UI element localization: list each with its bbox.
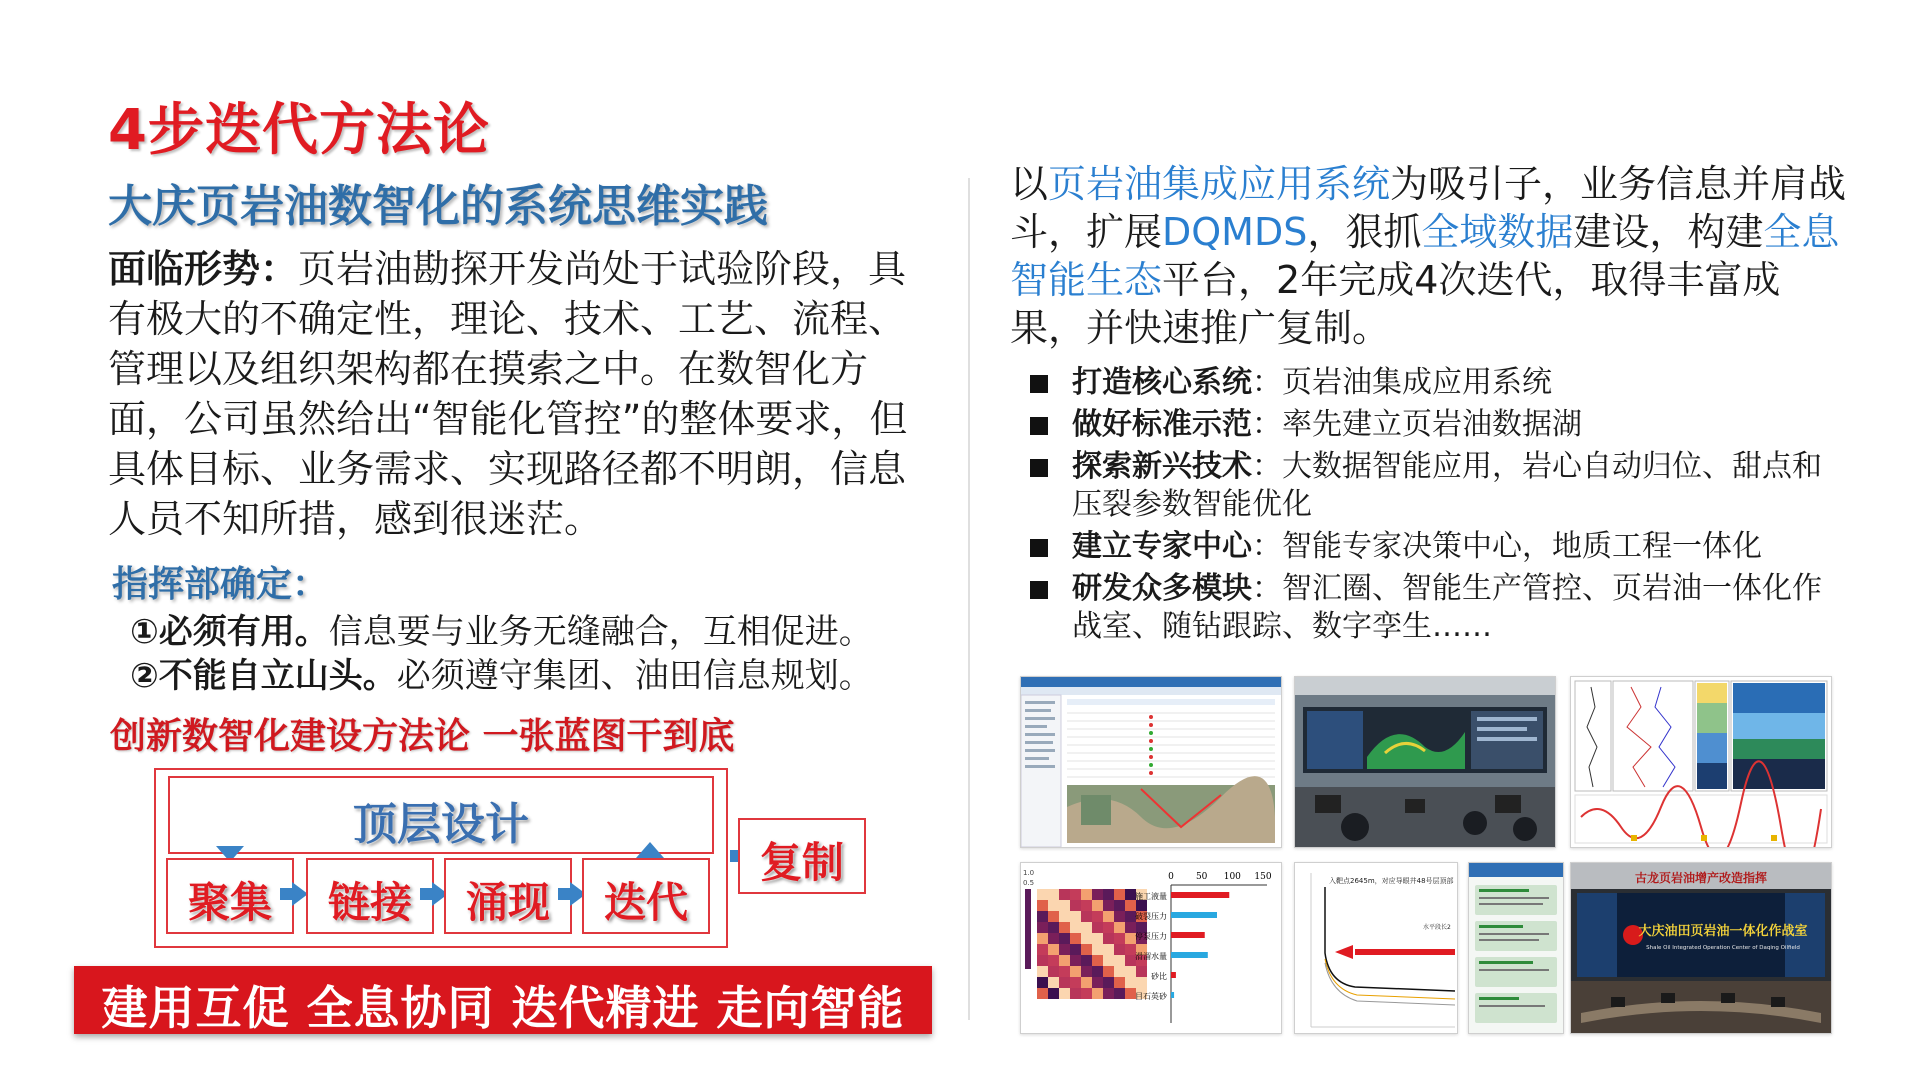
square-bullet-icon bbox=[1030, 459, 1048, 477]
square-bullet-icon bbox=[1030, 375, 1048, 393]
thumbnail-control-room-photo bbox=[1294, 676, 1556, 848]
thumbnail-operation-room bbox=[1570, 862, 1832, 1034]
diagram-step-emerge bbox=[444, 858, 572, 934]
intro-highlight: 全息智能生态 bbox=[1010, 210, 1840, 302]
heatmap-cell bbox=[1059, 922, 1070, 933]
drilling-trajectory-image bbox=[1295, 863, 1457, 1033]
heatmap-cell bbox=[1059, 977, 1070, 988]
heatmap-cell bbox=[1114, 922, 1125, 933]
heatmap-cell bbox=[1103, 933, 1114, 944]
heatmap-cell bbox=[1048, 922, 1059, 933]
list-item-bold: 做好标准示范 bbox=[1072, 407, 1252, 442]
heatmap-cell bbox=[1070, 944, 1081, 955]
command-heading: 指挥部确定： bbox=[112, 564, 329, 605]
bar-category-label: 破裂压力 bbox=[1135, 912, 1167, 921]
intro-highlight: DQMDS bbox=[1162, 210, 1308, 254]
bar-tick-label: 100 bbox=[1223, 872, 1241, 882]
heatmap-cell bbox=[1059, 933, 1070, 944]
bar-category-label: 目石英砂 bbox=[1135, 992, 1167, 1001]
command-item bbox=[130, 604, 873, 653]
drill-note: 入靶点2645m，对应导眼井48号层顶部 bbox=[1329, 877, 1454, 885]
heatmap-cell bbox=[1114, 933, 1125, 944]
list-item-text: ：率先建立页岩油数据湖 bbox=[1252, 407, 1582, 442]
step-label: 链接 bbox=[327, 878, 412, 927]
heatmap-cell bbox=[1114, 955, 1125, 966]
heatmap-cell bbox=[1125, 900, 1136, 911]
heatmap-cell bbox=[1059, 966, 1070, 977]
software-screenshot-image bbox=[1021, 677, 1281, 847]
heatmap-cell bbox=[1092, 955, 1103, 966]
heatmap-cell bbox=[1081, 966, 1092, 977]
diagram-top-design bbox=[168, 776, 714, 854]
heatmap-cell bbox=[1048, 944, 1059, 955]
slogan-text: 建用互促 全息协同 迭代精进 走向智能 bbox=[101, 981, 905, 1035]
square-bullet-icon bbox=[1030, 581, 1048, 599]
intro-text: 平台，2年完成4次迭代，取得丰富成果，并快速推广复制。 bbox=[1010, 258, 1781, 350]
list-item-text: ：智汇圈、智能生产管控、页岩油一体化作战室、随钻跟踪、数字孪生…… bbox=[1072, 571, 1822, 644]
mobile-app-image bbox=[1469, 863, 1563, 1033]
square-bullet-icon bbox=[1030, 539, 1048, 557]
heatmap-cell bbox=[1092, 922, 1103, 933]
heatmap-cell bbox=[1070, 955, 1081, 966]
heatmap-cell bbox=[1070, 911, 1081, 922]
heatmap-cell bbox=[1048, 966, 1059, 977]
bar-mark bbox=[1171, 932, 1205, 938]
square-bullet-icon bbox=[1030, 417, 1048, 435]
heatmap-cell bbox=[1070, 889, 1081, 900]
command-number: ① bbox=[130, 612, 159, 652]
heatmap-cell bbox=[1037, 933, 1048, 944]
colorbar-label: 1.0 bbox=[1023, 869, 1035, 877]
heatmap-cell bbox=[1114, 966, 1125, 977]
bar-mark bbox=[1171, 912, 1217, 918]
heatmap-cell bbox=[1070, 988, 1081, 999]
diagram-step-gather bbox=[166, 858, 294, 934]
heatmap-cell bbox=[1125, 977, 1136, 988]
heatmap-cell bbox=[1103, 922, 1114, 933]
heatmap-cell bbox=[1059, 988, 1070, 999]
bar-category-label: 滑溜水量 bbox=[1135, 952, 1167, 961]
heatmap-cell bbox=[1048, 900, 1059, 911]
heatmap-cell bbox=[1070, 977, 1081, 988]
heatmap-cell bbox=[1037, 944, 1048, 955]
heatmap-cell bbox=[1059, 911, 1070, 922]
page-title: 4步迭代方法论 bbox=[108, 98, 490, 163]
heatmap-cell bbox=[1037, 922, 1048, 933]
thumbnail-software-screenshot bbox=[1020, 676, 1282, 848]
heatmap-cell bbox=[1114, 900, 1125, 911]
bar-category-label: 砂比 bbox=[1151, 972, 1167, 981]
intro-highlight: 页岩油集成应用系统 bbox=[1048, 162, 1391, 206]
heatmap-cell bbox=[1114, 911, 1125, 922]
room-banner-title: 大庆油田页岩油一体化作战室 bbox=[1638, 924, 1808, 939]
heatmap-cell bbox=[1081, 922, 1092, 933]
list-item-bold: 建立专家中心 bbox=[1072, 529, 1252, 564]
heatmap-cell bbox=[1092, 933, 1103, 944]
heatmap-cell bbox=[1059, 900, 1070, 911]
heatmap-cell bbox=[1048, 933, 1059, 944]
heatmap-cell bbox=[1048, 977, 1059, 988]
heatmap-cell bbox=[1059, 955, 1070, 966]
command-number: ② bbox=[130, 656, 159, 696]
heatmap-cell bbox=[1037, 988, 1048, 999]
heatmap-cell bbox=[1037, 955, 1048, 966]
control-room-image bbox=[1295, 677, 1555, 847]
heatmap-cell bbox=[1103, 889, 1114, 900]
diagram-step-link bbox=[306, 858, 434, 934]
list-item-bold: 打造核心系统 bbox=[1072, 365, 1252, 400]
heatmap-cell bbox=[1103, 977, 1114, 988]
intro-text: 以 bbox=[1010, 162, 1049, 206]
heatmap-cell bbox=[1048, 911, 1059, 922]
command-item-bold: 必须有用。 bbox=[158, 612, 329, 652]
heatmap-cell bbox=[1103, 900, 1114, 911]
command-item-text: 必须遵守集团、油田信息规划。 bbox=[396, 656, 873, 696]
thumbnail-parameter-chart bbox=[1020, 862, 1282, 1034]
bar-mark bbox=[1171, 992, 1174, 998]
heatmap-cell bbox=[1103, 955, 1114, 966]
diagram-step-iterate bbox=[582, 858, 710, 934]
colorbar-label: 0.5 bbox=[1023, 879, 1035, 887]
copy-label: 复制 bbox=[759, 838, 844, 887]
heatmap-cell bbox=[1070, 922, 1081, 933]
heatmap-cell bbox=[1136, 977, 1147, 988]
thumbnail-well-log bbox=[1570, 676, 1832, 848]
heatmap-cell bbox=[1103, 988, 1114, 999]
top-design-label: 顶层设计 bbox=[353, 799, 529, 850]
heatmap-cell bbox=[1037, 911, 1048, 922]
list-item bbox=[1030, 406, 1850, 444]
heatmap-cell bbox=[1092, 977, 1103, 988]
intro-paragraph bbox=[1010, 160, 1850, 352]
heatmap-cell bbox=[1070, 933, 1081, 944]
thumbnail-mobile-app bbox=[1468, 862, 1564, 1034]
list-item bbox=[1030, 364, 1850, 402]
heatmap-cell bbox=[1092, 966, 1103, 977]
heatmap-cell bbox=[1114, 889, 1125, 900]
heatmap-cell bbox=[1037, 889, 1048, 900]
step-label: 迭代 bbox=[603, 878, 688, 927]
command-item-text: 信息要与业务无缝融合，互相促进。 bbox=[328, 612, 873, 652]
diagram-copy bbox=[738, 818, 866, 894]
operation-room-image bbox=[1571, 863, 1831, 1033]
heatmap-cell bbox=[1059, 889, 1070, 900]
parameter-chart-image bbox=[1021, 863, 1281, 1033]
intro-text: 为吸引子，业务信息并肩战斗，扩展 bbox=[1010, 162, 1847, 254]
list-item-bold: 研发众多模块 bbox=[1072, 571, 1252, 606]
list-item-text: ：页岩油集成应用系统 bbox=[1252, 365, 1552, 400]
list-item bbox=[1030, 528, 1850, 566]
command-item bbox=[130, 648, 873, 697]
heatmap-cell bbox=[1059, 944, 1070, 955]
heatmap-cell bbox=[1092, 900, 1103, 911]
heatmap-cell bbox=[1048, 955, 1059, 966]
slogan-banner bbox=[74, 966, 932, 1034]
intro-text: 建设，构建 bbox=[1573, 210, 1764, 254]
step-label: 聚集 bbox=[187, 878, 272, 927]
situation-text: 页岩油勘探开发尚处于试验阶段，具有极大的不确定性，理论、技术、工艺、流程、管理以及组织架构都在摸索之中。在数智化方面，公司虽然给出“智能化管控”的整体要求，但具体目标、业务需求、实现路径都不明朗，信息人员不知所措，感到很迷茫。 bbox=[108, 247, 908, 541]
heatmap-cell bbox=[1114, 988, 1125, 999]
heatmap-cell bbox=[1081, 977, 1092, 988]
heatmap-cell bbox=[1081, 933, 1092, 944]
heatmap-cell bbox=[1037, 900, 1048, 911]
list-item bbox=[1030, 570, 1850, 646]
heatmap-cell bbox=[1103, 966, 1114, 977]
bar-mark bbox=[1171, 972, 1176, 978]
heatmap-cell bbox=[1081, 944, 1092, 955]
heatmap-cell bbox=[1136, 966, 1147, 977]
heatmap-cell bbox=[1125, 966, 1136, 977]
page-subtitle: 大庆页岩油数智化的系统思维实践 bbox=[108, 181, 768, 232]
heatmap-cell bbox=[1114, 944, 1125, 955]
list-item-text: ：智能专家决策中心，地质工程一体化 bbox=[1252, 529, 1762, 564]
bar-tick-label: 50 bbox=[1195, 872, 1208, 882]
command-item-bold: 不能自立山头。 bbox=[158, 656, 397, 696]
list-item-bold: 探索新兴技术 bbox=[1072, 449, 1252, 484]
column-divider bbox=[968, 178, 970, 1020]
heatmap-cell bbox=[1048, 988, 1059, 999]
intro-text: ，狠抓 bbox=[1307, 210, 1422, 254]
bar-tick-label: 0 bbox=[1168, 872, 1174, 882]
heatmap-cell bbox=[1114, 977, 1125, 988]
heatmap-cell bbox=[1070, 900, 1081, 911]
situation-paragraph bbox=[108, 244, 928, 544]
arrow-up-icon bbox=[636, 842, 664, 858]
heatmap-cell bbox=[1037, 966, 1048, 977]
heatmap-cell bbox=[1081, 911, 1092, 922]
room-wall-text: 古龙页岩油增产改造指挥 bbox=[1634, 871, 1768, 885]
heatmap-cell bbox=[1103, 944, 1114, 955]
heatmap-cell bbox=[1037, 977, 1048, 988]
heatmap-cell bbox=[1070, 966, 1081, 977]
drill-note: 水平段长2 bbox=[1423, 924, 1451, 931]
intro-highlight: 全域数据 bbox=[1421, 210, 1574, 254]
achievement-list bbox=[1030, 364, 1850, 650]
bar-mark bbox=[1171, 892, 1229, 898]
heatmap-cell bbox=[1092, 944, 1103, 955]
list-item-text: ：大数据智能应用，岩心自动归位、甜点和压裂参数智能优化 bbox=[1072, 449, 1822, 522]
method-heading: 创新数智化建设方法论 一张蓝图干到底 bbox=[110, 716, 735, 757]
well-log-image bbox=[1571, 677, 1831, 847]
step-label: 涌现 bbox=[465, 878, 550, 927]
heatmap-cell bbox=[1136, 900, 1147, 911]
list-item bbox=[1030, 448, 1850, 524]
bar-category-label: 施工液量 bbox=[1135, 892, 1167, 901]
bar-tick-label: 150 bbox=[1254, 872, 1272, 882]
heatmap-cell bbox=[1081, 955, 1092, 966]
bar-mark bbox=[1171, 952, 1208, 958]
bar-category-label: 停泵压力 bbox=[1135, 932, 1167, 941]
heatmap-cell bbox=[1081, 889, 1092, 900]
heatmap-cell bbox=[1081, 900, 1092, 911]
heatmap-cell bbox=[1092, 988, 1103, 999]
room-banner-subtitle: Shale Oil Integrated Operation Center of Daqing Oilfield bbox=[1646, 945, 1800, 951]
heatmap-cell bbox=[1103, 911, 1114, 922]
heatmap-cell bbox=[1048, 889, 1059, 900]
situation-label: 面临形势： bbox=[108, 247, 299, 291]
heatmap-cell bbox=[1092, 911, 1103, 922]
heatmap-cell bbox=[1092, 889, 1103, 900]
thumbnail-drilling-trajectory bbox=[1294, 862, 1458, 1034]
heatmap-cell bbox=[1081, 988, 1092, 999]
